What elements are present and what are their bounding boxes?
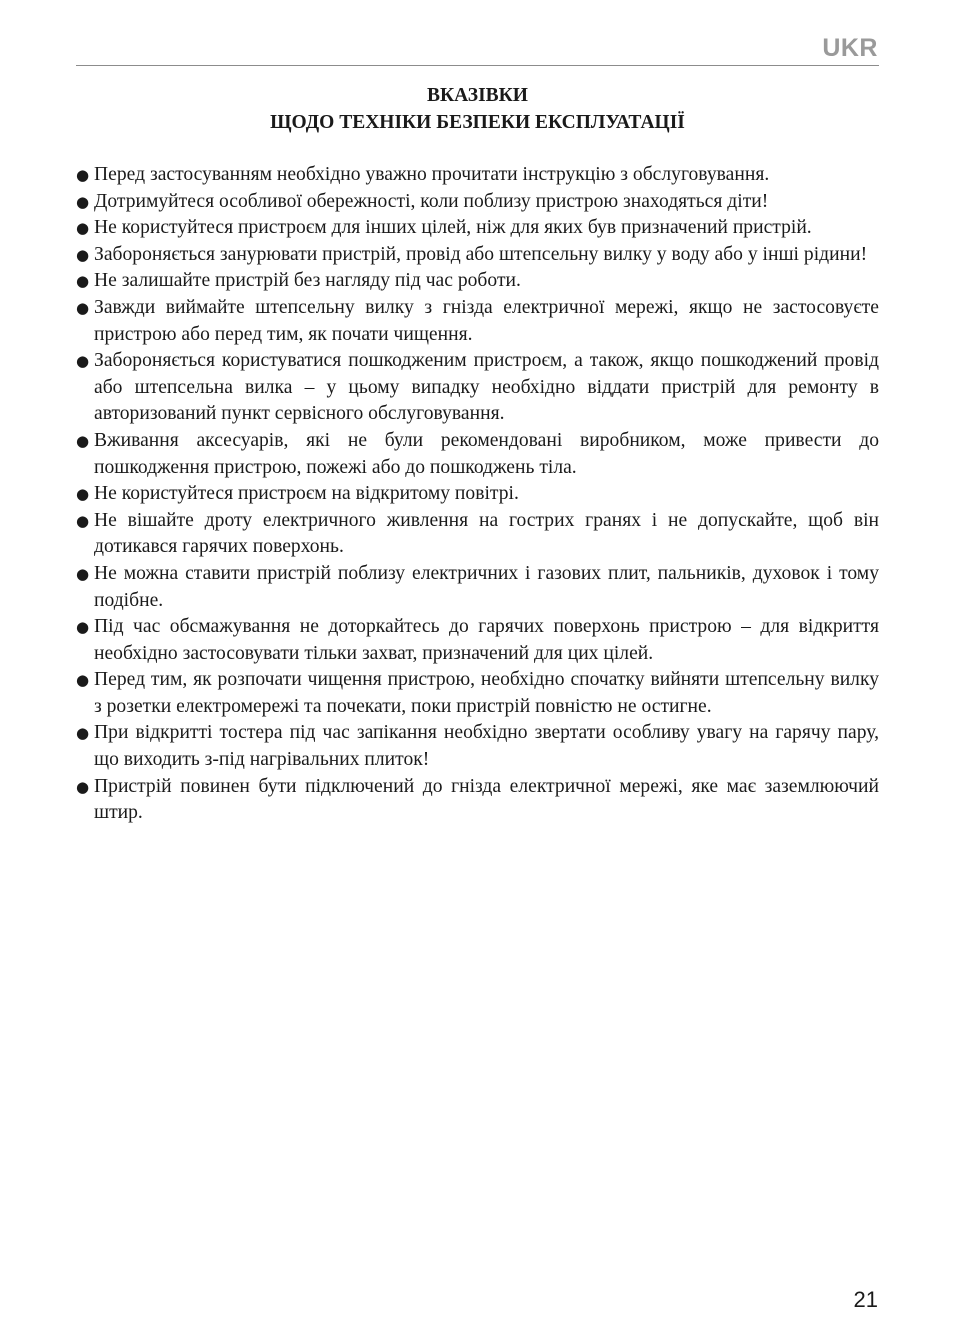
list-item-text: Не користуйтеся пристроєм на відкритому повітрі. [94,483,519,505]
list-item-text: Не залишайте пристрій без нагляду під час роботи. [94,270,521,292]
page-number: 21 [853,1287,878,1312]
bullet-icon: ● [76,511,90,530]
list-item [76,667,879,720]
bullet-icon: ● [76,272,90,291]
bullet-icon: ● [76,431,90,450]
list-item-text: При відкритті тостера під час запікання необхідно звертати особливу увагу на гарячу пару, що виходить з-під нагрівальних плиток! [94,722,879,771]
safety-instructions [76,162,879,827]
list-item-text: Перед застосуванням необхідно уважно прочитати інструкцію з обслуговування. [94,164,770,185]
bullet-icon: ● [76,618,90,637]
instruction-list [76,162,879,827]
list-item-text: Пристрій повинен бути підключений до гнізда електричної мережі, яке має заземлюючий штир. [94,775,879,824]
list-item-text: Не вішайте дроту електричного живлення на гострих гранях і не допускайте, щоб він дотикався гарячих поверхонь. [94,509,879,558]
list-item [76,614,879,667]
title-line-2: ЩОДО ТЕХНІКИ БЕЗПЕКИ ЕКСПЛУАТАЦІЇ [270,112,685,133]
list-item-text: Завжди виймайте штепсельну вилку з гнізда електричної мережі, якщо не застосовуєте пристрою або перед тим, як почати чищення. [94,296,879,345]
language-code-label: UKR [822,34,878,62]
list-item [76,348,879,428]
bullet-icon: ● [76,671,90,690]
list-item [76,268,879,295]
bullet-icon: ● [76,724,90,743]
bullet-icon: ● [76,485,90,504]
list-item [76,561,879,614]
list-item-text: Забороняється користуватися пошкодженим пристроєм, а також, якщо пошкоджений провід або штепсельна вилка – у цьому випадку необхідно віддати пристрій для ремонту в авторизований пункт сервісного обслуговування. [94,350,879,425]
list-item [76,215,879,242]
bullet-icon: ● [76,777,90,796]
title-line-1: ВКАЗІВКИ [427,85,528,106]
list-item-text: Забороняється занурювати пристрій, провід або штепсельну вилку у воду або у інші рідини! [94,243,868,265]
list-item [76,295,879,348]
list-item-text: Вживання аксесуарів, які не були рекомендовані виробником, може привести до пошкодження пристрою, пожежі або до пошкоджень тіла. [94,429,879,478]
list-item [76,242,879,269]
list-item-text: Перед тим, як розпочати чищення пристрою, необхідно спочатку вийняти штепсельну вилку з розетки електромережі та почекати, поки пристрій повністю не остигне. [94,669,879,717]
bullet-icon: ● [76,245,90,264]
list-item [76,508,879,561]
bullet-icon: ● [76,564,90,583]
list-item-text: Під час обсмажування не доторкайтесь до гарячих поверхонь пристрою – для відкриття необхідно застосовувати тільки захват, призначений для цих цілей. [94,616,879,664]
list-item-text: Дотримуйтеся особливої обережності, коли поблизу пристрою знаходяться діти! [94,190,769,212]
list-item [76,189,879,216]
list-item [76,774,879,827]
bullet-icon: ● [76,298,90,317]
list-item [76,428,879,481]
list-item [76,162,879,189]
list-item-text: Не користуйтеся пристроєм для інших цілей, ніж для яких був призначений пристрій. [94,217,812,239]
bullet-icon: ● [76,166,90,184]
header-divider [76,65,879,66]
list-item-text: Не можна ставити пристрій поблизу електричних і газових плит, пальників, духовок і тому подібне. [94,562,879,611]
list-item [76,720,879,773]
list-item [76,481,879,508]
bullet-icon: ● [76,192,90,211]
document-title [76,82,879,136]
bullet-icon: ● [76,219,90,238]
bullet-icon: ● [76,352,90,371]
